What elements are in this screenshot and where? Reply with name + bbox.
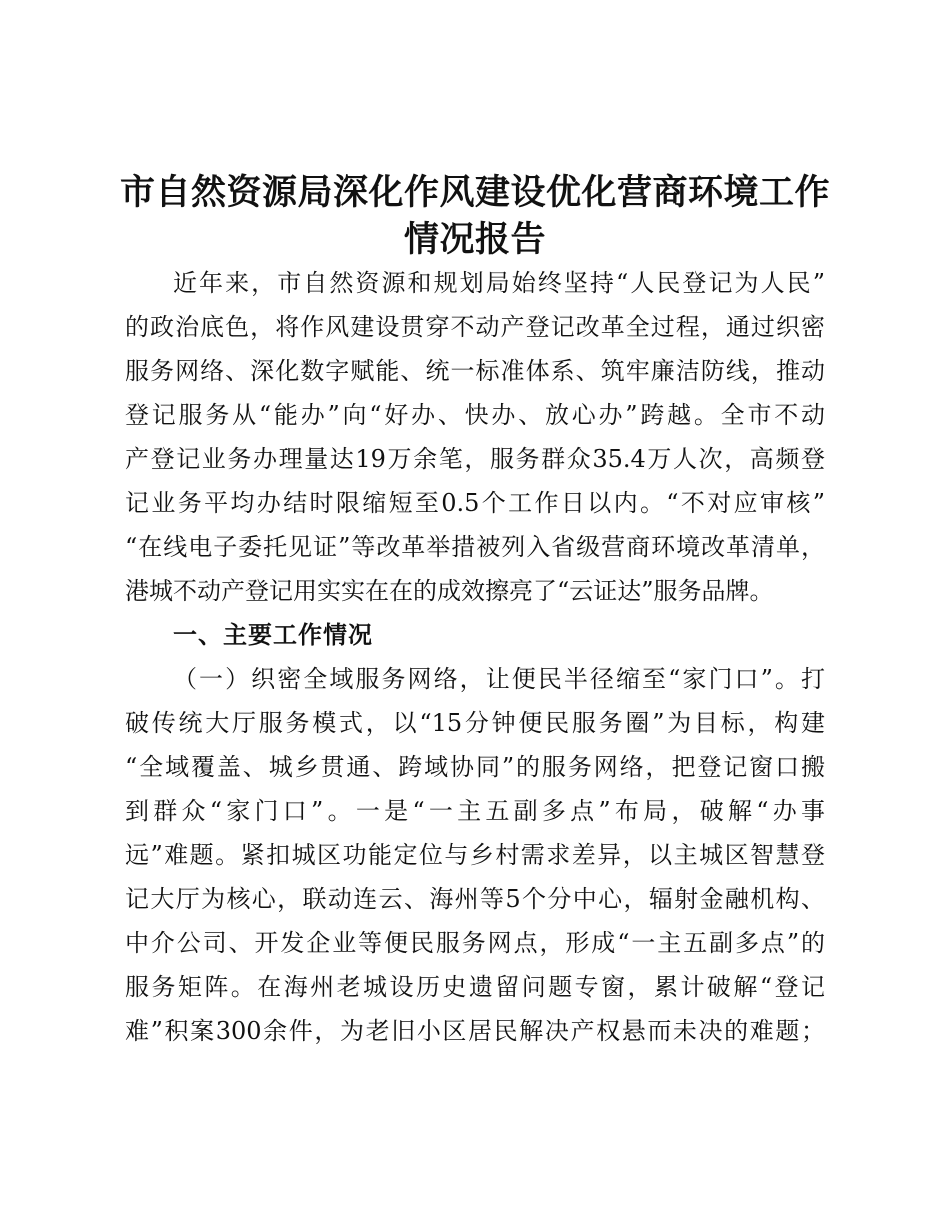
intro-paragraph-line: 产登记业务办理量达19万余笔，服务群众35.4万人次，高频登 [125,445,825,473]
intro-paragraph-line: 的政治底色，将作风建设贯穿不动产登记改革全过程，通过织密 [125,313,825,341]
intro-paragraph-line: “在线电子委托见证”等改革举措被列入省级营商环境改革清单， [125,533,825,561]
section-paragraph-line: （一）织密全域服务网络，让便民半径缩至“家门口”。打 [173,665,825,693]
section-paragraph-line: 难”积案300余件，为老旧小区居民解决产权悬而未决的难题； [125,1017,825,1045]
section-paragraph-line: 远”难题。紧扣城区功能定位与乡村需求差异，以主城区智慧登 [125,841,825,869]
document-title-line-2: 情况报告 [403,219,546,260]
section-paragraph-line: 到群众“家门口”。一是“一主五副多点”布局，破解“办事 [125,797,825,825]
section-heading: 一、主要工作情况 [173,621,373,649]
intro-paragraph-line: 港城不动产登记用实实在在的成效擦亮了“云证达”服务品牌。 [125,577,774,605]
intro-paragraph-line: 登记服务从“能办”向“好办、快办、放心办”跨越。全市不动 [125,401,825,429]
section-paragraph-line: 中介公司、开发企业等便民服务网点，形成“一主五副多点”的 [125,929,825,957]
section-paragraph-line: “全域覆盖、城乡贯通、跨域协同”的服务网络，把登记窗口搬 [125,753,825,781]
section-paragraph-line: 破传统大厅服务模式，以“15分钟便民服务圈”为目标，构建 [125,709,825,737]
section-paragraph-line: 服务矩阵。在海州老城设历史遗留问题专窗，累计破解“登记 [125,973,825,1001]
intro-paragraph-line: 服务网络、深化数字赋能、统一标准体系、筑牢廉洁防线，推动 [125,357,825,385]
section-paragraph-line: 记大厅为核心，联动连云、海州等5个分中心，辐射金融机构、 [125,885,825,913]
intro-paragraph-line: 近年来，市自然资源和规划局始终坚持“人民登记为人民” [173,269,825,297]
document-title-line-1: 市自然资源局深化作风建设优化营商环境工作 [119,172,830,213]
intro-paragraph-line: 记业务平均办结时限缩短至0.5个工作日以内。“不对应审核” [125,489,825,517]
